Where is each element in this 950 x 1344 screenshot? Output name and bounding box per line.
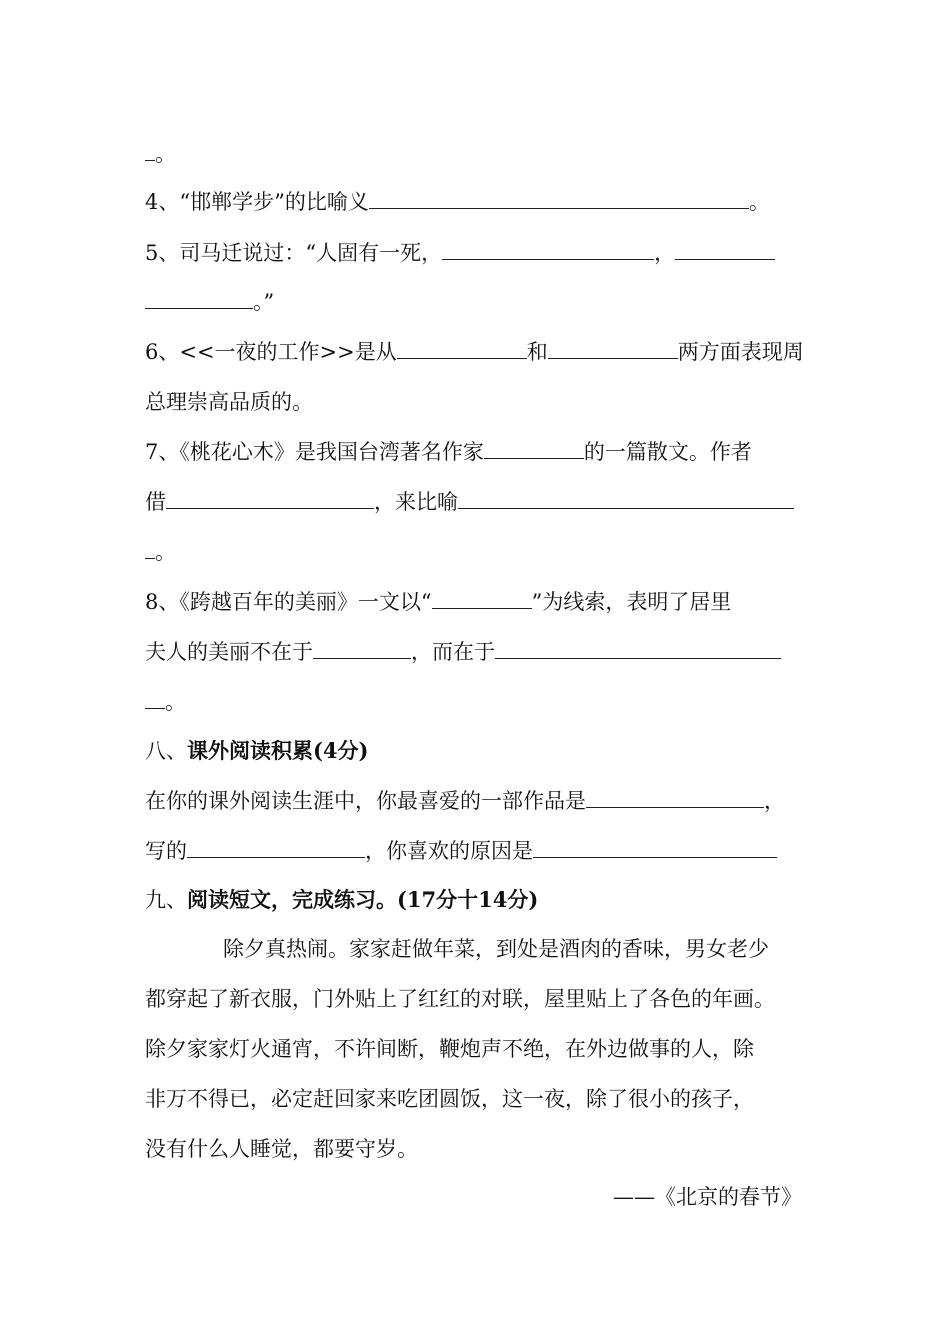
question-6-line1: 6、<<一夜的工作>>是从 和 两方面表现周 — [145, 340, 804, 364]
answer-blank[interactable] — [397, 338, 527, 359]
answer-blank[interactable] — [458, 488, 794, 509]
answer-blank[interactable] — [484, 438, 584, 459]
section-8-heading: 八、课外阅读积累(4分) — [145, 738, 369, 763]
answer-blank[interactable] — [369, 188, 749, 209]
question-7-line2: 借 ，来比喻 — [145, 487, 794, 517]
question-8-line2: 夫人的美丽不在于 ，而在于 — [145, 637, 781, 667]
question-7-line3: 。 — [145, 537, 176, 567]
passage-line: 除夕家家灯火通宵，不许间断，鞭炮声不绝，在外边做事的人，除 — [145, 1037, 754, 1061]
answer-blank[interactable] — [313, 638, 411, 659]
answer-blank[interactable] — [145, 140, 155, 161]
passage-line: 非万不得已，必定赶回家来吃团圆饭，这一夜，除了很小的孩子， — [145, 1087, 754, 1111]
question-7-line1: 7、《桃花心木》是我国台湾著名作家 的一篇散文。作者 — [145, 440, 752, 464]
answer-blank[interactable] — [675, 239, 775, 260]
section-8-line1: 在你的课外阅读生涯中，你最喜爱的一部作品是 ， — [145, 789, 785, 813]
answer-blank[interactable] — [432, 588, 532, 609]
question-5-line1: 5、司马迁说过：“人固有一死， ， — [145, 238, 775, 268]
answer-blank[interactable] — [166, 488, 374, 509]
answer-blank[interactable] — [495, 638, 781, 659]
answer-blank[interactable] — [145, 288, 253, 309]
question-4: 4、“邯郸学步”的比喻义 。 — [145, 190, 770, 214]
question-5-line2: 。” — [145, 287, 274, 317]
question-8-line1: 8、《跨越百年的美丽》一文以“ ”为线索，表明了居里 — [145, 590, 732, 614]
answer-blank[interactable] — [533, 837, 777, 858]
question-6-line2: 总理崇高品质的。 — [145, 390, 313, 414]
passage-line: 没有什么人睡觉，都要守岁。 — [145, 1137, 418, 1161]
passage-source: ——《北京的春节》 — [613, 1185, 802, 1209]
answer-blank[interactable] — [145, 688, 165, 709]
section-9-heading: 九、阅读短文，完成练习。(17分十14分) — [145, 887, 539, 912]
section-8-line2: 写的 ，你喜欢的原因是 — [145, 836, 777, 866]
answer-blank[interactable] — [586, 787, 764, 808]
passage-line: 都穿起了新衣服，门外贴上了红红的对联，屋里贴上了各色的年画。 — [145, 987, 775, 1011]
passage-line: 除夕真热闹。家家赶做年菜，到处是酒肉的香味，男女老少 — [223, 937, 769, 961]
question-3-tail: 。 — [145, 139, 176, 169]
answer-blank[interactable] — [145, 538, 155, 559]
answer-blank[interactable] — [548, 338, 678, 359]
answer-blank[interactable] — [187, 837, 365, 858]
answer-blank[interactable] — [442, 239, 654, 260]
question-8-line3: 。 — [145, 687, 186, 717]
